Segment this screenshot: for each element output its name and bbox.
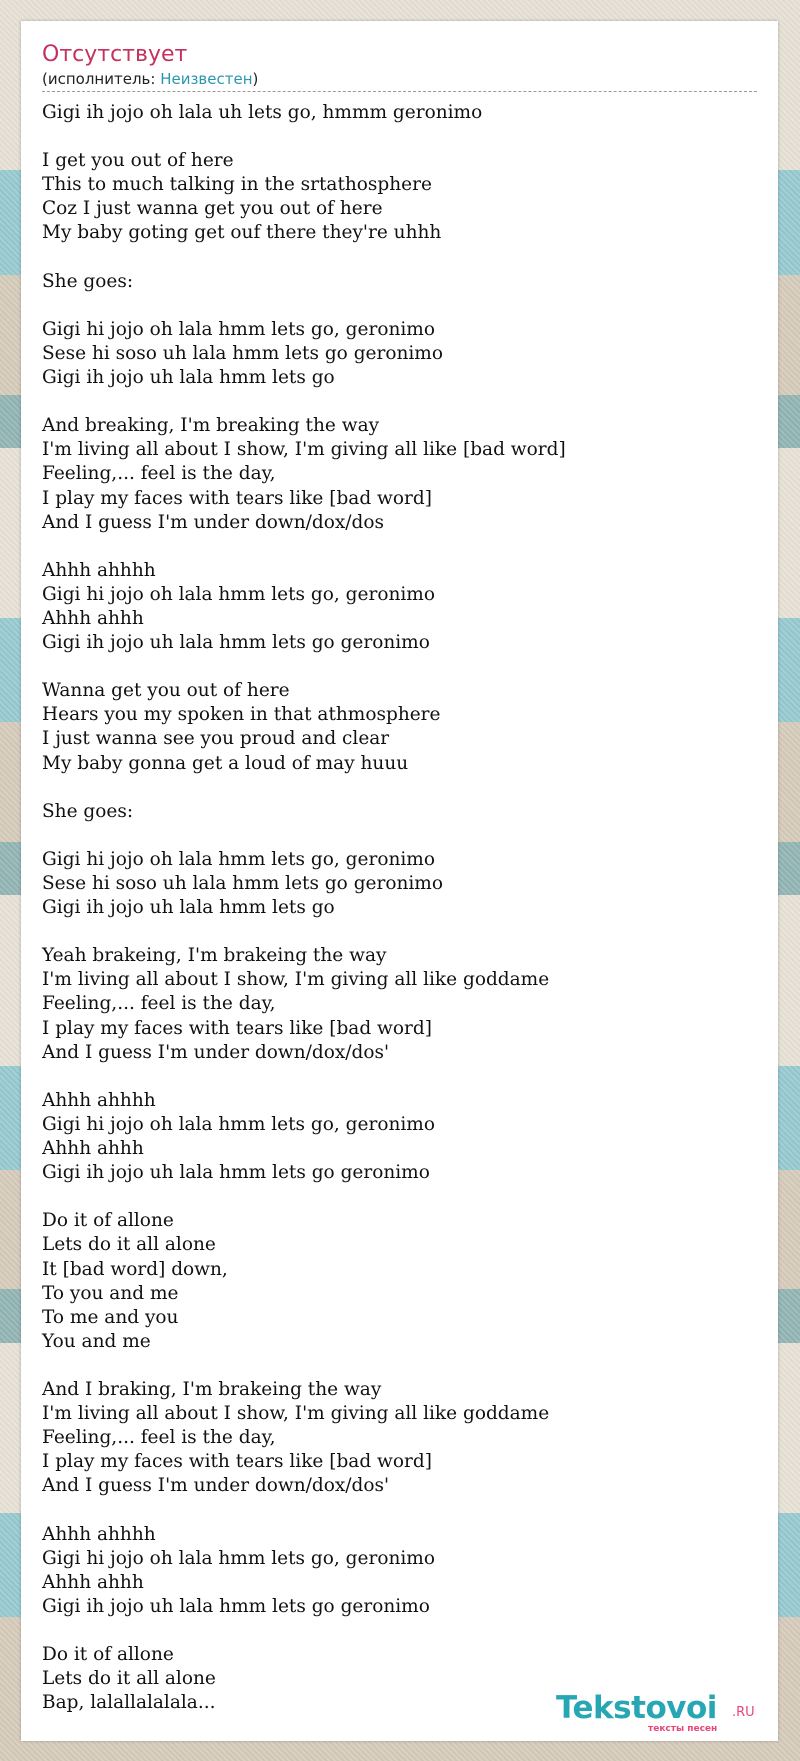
artist-prefix: (исполнитель: [42, 70, 161, 88]
lyrics-card [21, 21, 778, 1741]
site-logo[interactable] [556, 1690, 776, 1738]
logo-tagline: тексты песен [648, 1724, 718, 1734]
logo-tld: .RU [732, 1705, 755, 1720]
logo-name: Tekstovoi [556, 1690, 717, 1726]
artist-suffix: ) [252, 70, 259, 88]
artist-link[interactable]: Неизвестен [160, 70, 253, 88]
lyrics-text: Gigi ih jojo oh lala uh lets go, hmmm geronimo I get you out of here This to much talking in the srtathosphere Coz I just wanna get you out of here My baby goting get ouf there they're uhhh She goes: Gigi hi jojo oh lala hmm lets go, geronimo Sese hi soso uh lala hmm lets go geronimo Gigi ih jojo uh lala hmm lets go And breaking, I'm breaking the way I'm living all about I show, I'm giving all like [bad word] Feeling,... feel is the day, I play my faces with tears like [bad word] And I guess I'm under down/dox/dos Ahhh ahhhh Gigi hi jojo oh lala hmm lets go, geronimo Ahhh ahhh Gigi ih jojo uh lala hmm lets go geronimo Wanna get you out of here Hears you my spoken in that athmosphere I just wanna see you proud and clear My baby gonna get a loud of may huuu She goes: Gigi hi jojo oh lala hmm lets go, geronimo Sese hi soso uh lala hmm lets go geronimo Gigi ih jojo uh lala hmm lets go Yeah brakeing, I'm brakeing the way I'm living all about I show, I'm giving all like goddame Feeling,... feel is the day, I play my faces with tears like [bad word] And I guess I'm under down/dox/dos' Ahhh ahhhh Gigi hi jojo oh lala hmm lets go, geronimo Ahhh ahhh Gigi ih jojo uh lala hmm lets go geronimo Do it of allone Lets do it all alone It [bad word] down, To you and me To me and you You and me And I braking, I'm brakeing the way I'm living all about I show, I'm giving all like goddame Feeling,... feel is the day, I play my faces with tears like [bad word] And I guess I'm under down/dox/dos' Ahhh ahhhh Gigi hi jojo oh lala hmm lets go, geronimo Ahhh ahhh Gigi ih jojo uh lala hmm lets go geronimo Do it of allone Lets do it all alone Bap, lalallalalala... [42, 102, 566, 1714]
artist-line [42, 70, 757, 92]
song-title: Отсутствует [42, 42, 188, 67]
